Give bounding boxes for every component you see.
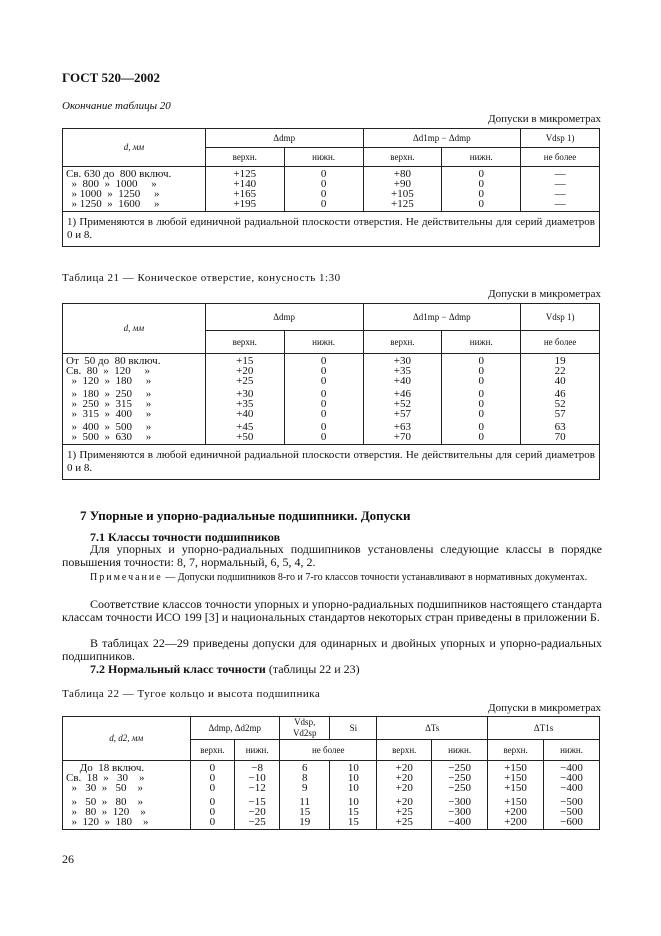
- cell: —: [554, 198, 566, 210]
- sub-upper: верхн.: [363, 148, 442, 167]
- table21: [62, 303, 600, 480]
- cell: 0: [209, 796, 216, 808]
- col-b1-values: [363, 167, 442, 212]
- cell: −400: [560, 762, 583, 774]
- cell: +46: [393, 388, 412, 400]
- cell: +63: [393, 421, 412, 433]
- cell: +90: [393, 178, 412, 190]
- cell: 15: [347, 806, 359, 818]
- cell: » 250 » 315 »: [66, 398, 152, 410]
- note-label: Примечание: [90, 572, 163, 583]
- cell: −15: [248, 796, 266, 808]
- cell: 0: [320, 168, 327, 180]
- table21-units: Допуски в микрометрах: [488, 288, 601, 300]
- cell: 0: [209, 806, 216, 818]
- cell: 0: [478, 365, 484, 377]
- sub-upper: верхн.: [205, 331, 284, 354]
- cell: −500: [560, 796, 583, 808]
- subsection-7-1-title: 7.1 Классы точности подшипников: [90, 530, 281, 544]
- col-delta-dmp: Δdmp: [205, 304, 363, 331]
- cell: −500: [560, 806, 583, 818]
- cell: −250: [448, 782, 471, 794]
- sub-lower: нижн.: [442, 148, 521, 167]
- cell: 19: [299, 816, 311, 828]
- cell: −20: [248, 806, 266, 818]
- subsection-7-2-title: [90, 662, 360, 677]
- paragraph-tables: В таблицах 22—29 приведены допуски для одинарных и двойных упорных и упорно-радиальных подшипников.: [62, 636, 602, 663]
- col-a1-values: [190, 761, 235, 830]
- note: [62, 571, 602, 584]
- cell: » 120 » 180 »: [66, 375, 152, 387]
- table22-units: Допуски в микрометрах: [488, 702, 601, 714]
- cell: » 800 » 1000 »: [66, 178, 157, 190]
- cell: +30: [393, 355, 412, 367]
- col-a1-values: [205, 167, 284, 212]
- cell: —: [554, 178, 566, 190]
- cell: 0: [478, 398, 484, 410]
- sub-lower: нижн.: [432, 740, 488, 761]
- cell: +25: [395, 816, 413, 828]
- cell: +25: [395, 806, 413, 818]
- cell: 0: [209, 772, 216, 784]
- cell: До 18 включ.: [66, 762, 145, 774]
- cell: 0: [209, 762, 216, 774]
- cell: 10: [347, 762, 359, 774]
- col-a2-values: [235, 761, 280, 830]
- sub-max: не более: [521, 148, 600, 167]
- col-a2-values: [284, 167, 363, 212]
- cell: +40: [236, 408, 254, 420]
- col-u2-values: [544, 761, 600, 830]
- cell: 10: [347, 796, 359, 808]
- col-d-values: [63, 167, 206, 212]
- col-s-values: [330, 761, 377, 830]
- sub-lower: нижн.: [442, 331, 521, 354]
- cell: 63: [554, 421, 566, 433]
- table21-caption: Таблица 21 — Коническое отверстие, конусность 1:30: [62, 272, 341, 284]
- cell: 0: [320, 421, 327, 433]
- col-d-values: [63, 354, 206, 445]
- table20-units: Допуски в микрометрах: [488, 113, 601, 125]
- col-c-values: [521, 167, 600, 212]
- sub-upper: верхн.: [488, 740, 544, 761]
- table20-caption: Окончание таблицы 20: [62, 100, 171, 112]
- col-vdsp: Vdsp, Vd2sp: [280, 717, 330, 740]
- cell: +150: [504, 796, 527, 808]
- cell: 52: [554, 398, 566, 410]
- cell: 10: [347, 772, 359, 784]
- cell: » 50 » 80 »: [66, 796, 143, 808]
- cell: 15: [299, 806, 311, 818]
- cell: 0: [320, 355, 327, 367]
- cell: −12: [248, 782, 266, 794]
- cell: +50: [236, 431, 254, 443]
- cell: −250: [448, 772, 471, 784]
- cell: +105: [391, 188, 414, 200]
- cell: +35: [236, 398, 254, 410]
- cell: 0: [478, 178, 484, 190]
- table20: [62, 128, 600, 247]
- cell: 0: [320, 375, 327, 387]
- cell: +20: [395, 762, 413, 774]
- cell: 0: [209, 782, 216, 794]
- sub-max: не более: [280, 740, 377, 761]
- cell: +20: [395, 796, 413, 808]
- cell: +57: [393, 408, 412, 420]
- cell: От 50 до 80 включ.: [66, 355, 161, 367]
- cell: » 120 » 180 »: [66, 816, 149, 828]
- cell: 0: [320, 198, 327, 210]
- col-delta-t1s: ΔT1s: [488, 717, 600, 740]
- col-b1-values: [363, 354, 442, 445]
- cell: −300: [448, 806, 471, 818]
- cell: +200: [504, 816, 527, 828]
- cell: +80: [393, 168, 412, 180]
- cell: 0: [478, 355, 484, 367]
- subsection-7-2-rest: (таблицы 22 и 23): [265, 662, 360, 676]
- table22: [62, 716, 600, 830]
- cell: +165: [233, 188, 257, 200]
- cell: 0: [209, 816, 216, 828]
- cell: 22: [554, 365, 566, 377]
- cell: −400: [448, 816, 471, 828]
- cell: −400: [560, 772, 583, 784]
- cell: 0: [478, 388, 484, 400]
- cell: −10: [248, 772, 266, 784]
- cell: 46: [554, 388, 566, 400]
- cell: 15: [347, 816, 359, 828]
- cell: 0: [478, 168, 484, 180]
- col-d-values: [63, 761, 191, 830]
- cell: 40: [554, 375, 566, 387]
- cell: 19: [554, 355, 566, 367]
- cell: 0: [320, 388, 327, 400]
- cell: −400: [560, 782, 583, 794]
- cell: +70: [393, 431, 412, 443]
- cell: Св. 630 до 800 включ.: [66, 168, 172, 180]
- cell: 11: [299, 796, 310, 808]
- col-delta-diff: Δd1mp − Δdmp: [363, 304, 521, 331]
- cell: » 80 » 120 »: [66, 806, 146, 818]
- col-t2-values: [432, 761, 488, 830]
- sub-upper: верхн.: [190, 740, 235, 761]
- cell: +150: [504, 782, 527, 794]
- section-title: 7 Упорные и упорно-радиальные подшипники. Допуски: [80, 508, 411, 523]
- table22-caption: Таблица 22 — Тугое кольцо и высота подшипника: [62, 688, 321, 700]
- table21-footnote: 1) Применяются в любой единичной радиальной плоскости отверстия. Не действительны для серий диаметров 0 и 8.: [63, 445, 600, 480]
- cell: » 500 » 630 »: [66, 431, 152, 443]
- cell: +125: [391, 198, 414, 210]
- cell: +125: [233, 168, 257, 180]
- cell: +200: [504, 806, 527, 818]
- cell: +20: [395, 782, 413, 794]
- cell: +30: [236, 388, 254, 400]
- cell: 0: [478, 375, 484, 387]
- cell: +40: [393, 375, 412, 387]
- page-number: 26: [62, 852, 74, 866]
- paragraph-classes: Для упорных и упорно-радиальных подшипников установлены следующие классы в порядке повышения точности: 8, 7, нормальный, 6, 5, 4, 2.: [62, 542, 602, 569]
- table20-footnote: 1) Применяются в любой единичной радиальной плоскости отверстия. Не действительны для серий диаметров 0 и 8.: [63, 212, 600, 247]
- col-vdsp: Vdsp 1): [521, 129, 600, 148]
- col-d: d, мм: [63, 129, 206, 167]
- col-d: d, d2, мм: [63, 717, 191, 761]
- sub-lower: нижн.: [544, 740, 600, 761]
- cell: » 400 » 500 »: [66, 421, 152, 433]
- col-t1-values: [377, 761, 432, 830]
- col-d: d, мм: [63, 304, 206, 354]
- col-b2-values: [442, 354, 521, 445]
- cell: Св. 80 » 120 »: [66, 365, 151, 377]
- cell: Св. 18 » 30 »: [66, 772, 145, 784]
- document-header: ГОСТ 520—2002: [62, 70, 161, 85]
- cell: 0: [478, 408, 484, 420]
- cell: » 1250 » 1600 »: [66, 198, 160, 210]
- sub-lower: нижн.: [284, 148, 363, 167]
- cell: +25: [236, 375, 254, 387]
- cell: » 315 » 400 »: [66, 408, 152, 420]
- cell: 0: [320, 365, 327, 377]
- cell: 0: [478, 188, 484, 200]
- note-text: — Допуски подшипников 8-го и 7-го классов точности устанавливают в нормативных документах.: [162, 572, 588, 583]
- sub-lower: нижн.: [235, 740, 280, 761]
- col-u1-values: [488, 761, 544, 830]
- sub-lower: нижн.: [284, 331, 363, 354]
- cell: 0: [320, 188, 327, 200]
- cell: 8: [301, 772, 308, 784]
- cell: 0: [320, 408, 327, 420]
- col-a2-values: [284, 354, 363, 445]
- cell: 0: [320, 431, 327, 443]
- cell: +20: [236, 365, 254, 377]
- cell: +140: [233, 178, 257, 190]
- sub-max: не более: [521, 331, 600, 354]
- col-b2-values: [442, 167, 521, 212]
- sub-upper: верхн.: [377, 740, 432, 761]
- cell: —: [554, 168, 566, 180]
- col-a1-values: [205, 354, 284, 445]
- cell: 0: [478, 431, 484, 443]
- cell: +45: [236, 421, 254, 433]
- cell: 0: [478, 198, 484, 210]
- col-v-values: [280, 761, 330, 830]
- cell: » 30 » 50 »: [66, 782, 143, 794]
- cell: 70: [554, 431, 566, 443]
- cell: —: [554, 188, 566, 200]
- cell: 9: [301, 782, 308, 794]
- cell: 0: [320, 178, 327, 190]
- col-delta-diff: Δd1mp − Δdmp: [363, 129, 521, 148]
- col-delta-ts: ΔTs: [377, 717, 488, 740]
- cell: −25: [248, 816, 266, 828]
- cell: −600: [560, 816, 583, 828]
- cell: +52: [393, 398, 412, 410]
- cell: +35: [393, 365, 412, 377]
- col-c-values: [521, 354, 600, 445]
- cell: 0: [320, 398, 327, 410]
- col-vdsp: Vdsp 1): [521, 304, 600, 331]
- paragraph-correspondence: Соответствие классов точности упорных и упорно-радиальных подшипников настоящего стандарта классам точности ИСО 199 [3] и национальных стандартов некоторых стран приведены в приложении Б.: [62, 597, 602, 624]
- subsection-7-2-bold: 7.2 Нормальный класс точности: [90, 662, 266, 676]
- cell: » 180 » 250 »: [66, 388, 152, 400]
- cell: +150: [504, 762, 527, 774]
- cell: −250: [448, 762, 471, 774]
- cell: +150: [504, 772, 527, 784]
- col-si: Si: [330, 717, 377, 740]
- col-delta-dmp: Δdmp: [205, 129, 363, 148]
- cell: » 1000 » 1250 »: [66, 188, 160, 200]
- cell: 0: [478, 421, 484, 433]
- sub-upper: верхн.: [363, 331, 442, 354]
- cell: −8: [251, 762, 264, 774]
- sub-upper: верхн.: [205, 148, 284, 167]
- cell: 10: [347, 782, 359, 794]
- cell: +15: [236, 355, 254, 367]
- cell: 57: [554, 408, 566, 420]
- cell: +20: [395, 772, 413, 784]
- cell: +195: [233, 198, 257, 210]
- cell: −300: [448, 796, 471, 808]
- cell: 6: [301, 762, 308, 774]
- col-delta-dmp: Δdmp, Δd2mp: [190, 717, 280, 740]
